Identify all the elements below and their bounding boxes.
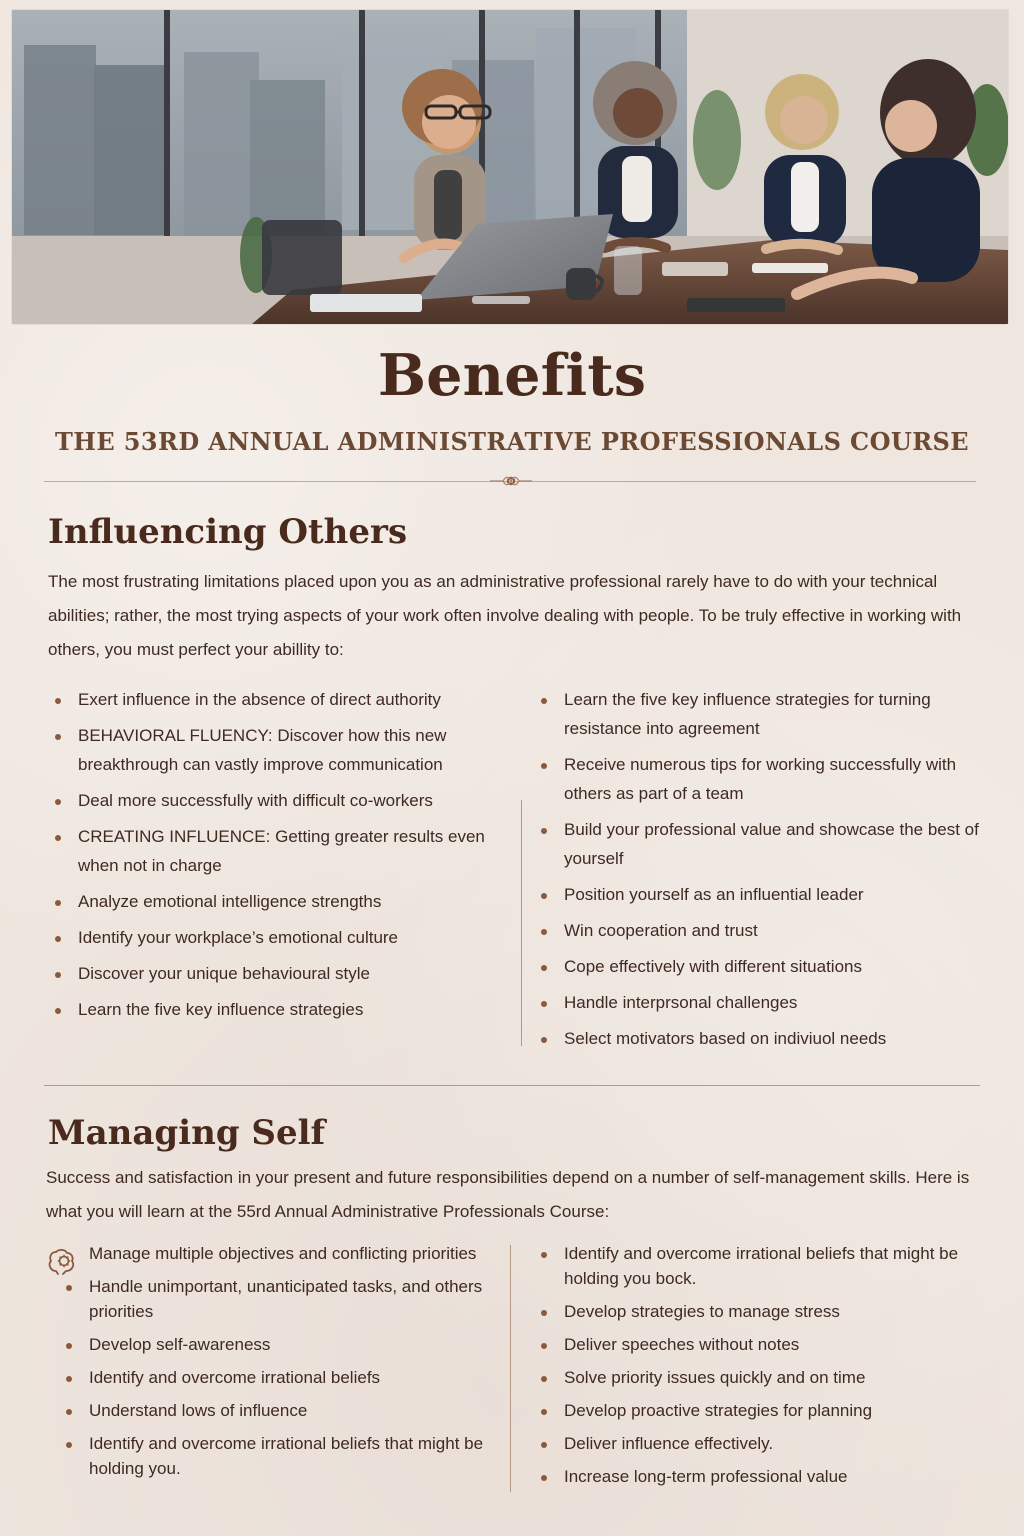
list-item: Develop proactive strategies for planning [538, 1398, 1008, 1423]
list-item: Identify your workplace’s emotional culture [52, 923, 522, 952]
list-item: Learn the five key influence strategies [52, 995, 522, 1024]
influencing-others-right-list [538, 685, 1004, 1060]
list-item: Handle unimportant, unanticipated tasks, and others priorities [46, 1274, 508, 1324]
managing-self-intro: Success and satisfaction in your present and future responsibilities depend on a number of self-management skills. Here is what you will learn at the 55rd Annual Administrative Professionals Course: [46, 1168, 970, 1221]
list-item: Select motivators based on indiviuol needs [538, 1024, 1004, 1053]
list-item: Increase long-term professional value [538, 1464, 1008, 1489]
list-item: Manage multiple objectives and conflicting priorities [89, 1244, 477, 1263]
managing-self-left-list [46, 1241, 508, 1489]
page-title: Benefits [377, 342, 647, 409]
list-item: Cope effectively with different situations [538, 952, 1004, 981]
list-item: Position yourself as an influential leader [538, 880, 1004, 909]
managing-self-right-list [538, 1241, 1008, 1497]
list-item: Win cooperation and trust [538, 916, 1004, 945]
list-item: Deliver influence effectively. [538, 1431, 1008, 1456]
hero-photo [12, 10, 1008, 324]
list-item: Analyze emotional intelligence strengths [52, 887, 522, 916]
list-item: Deliver speeches without notes [538, 1332, 1008, 1357]
list-item: Handle interprsonal challenges [538, 988, 1004, 1017]
list-item: Discover your unique behavioural style [52, 959, 522, 988]
list-item: Identify and overcome irrational beliefs [46, 1365, 508, 1390]
list-item: Learn the five key influence strategies for turning resistance into agreement [538, 685, 1004, 743]
influencing-others-intro: The most frustrating limitations placed upon you as an administrative professional rarely have to do with your technical abilities; rather, the most trying aspects of your work often involve dealing with people. To be truly effective in working with others, you must perfect your abillity to: [48, 572, 962, 659]
ornament-icon [489, 472, 533, 490]
list-item: BEHAVIORAL FLUENCY: Discover how this new breakthrough can vastly improve communication [52, 721, 522, 779]
list-item: Identify and overcome irrational beliefs that might be holding you bock. [538, 1241, 1008, 1291]
managing-self-column-divider [510, 1245, 511, 1492]
list-item: Develop self-awareness [46, 1332, 508, 1357]
list-item: Exert influence in the absence of direct authority [52, 685, 522, 714]
influencing-others-left-list [52, 685, 522, 1031]
list-item: Deal more successfully with difficult co-workers [52, 786, 522, 815]
section-divider-line [44, 1085, 980, 1086]
list-item: Develop strategies to manage stress [538, 1299, 1008, 1324]
list-item: Understand lows of influence [46, 1398, 508, 1423]
section-title-managing-self: Managing Self [48, 1113, 326, 1153]
list-item: Receive numerous tips for working successfully with others as part of a team [538, 750, 1004, 808]
influencing-others-column-divider [521, 800, 522, 1046]
page-subtitle: THE 53RD ANNUAL ADMINISTRATIVE PROFESSIONALS COURSE [55, 427, 969, 456]
list-item: Build your professional value and showcase the best of yourself [538, 815, 1004, 873]
list-item: Identify and overcome irrational beliefs that might be holding you. [46, 1431, 508, 1481]
list-item: Solve priority issues quickly and on time [538, 1365, 1008, 1390]
section-title-influencing-others: Influencing Others [48, 512, 408, 552]
list-item: CREATING INFLUENCE: Getting greater results even when not in charge [52, 822, 522, 880]
